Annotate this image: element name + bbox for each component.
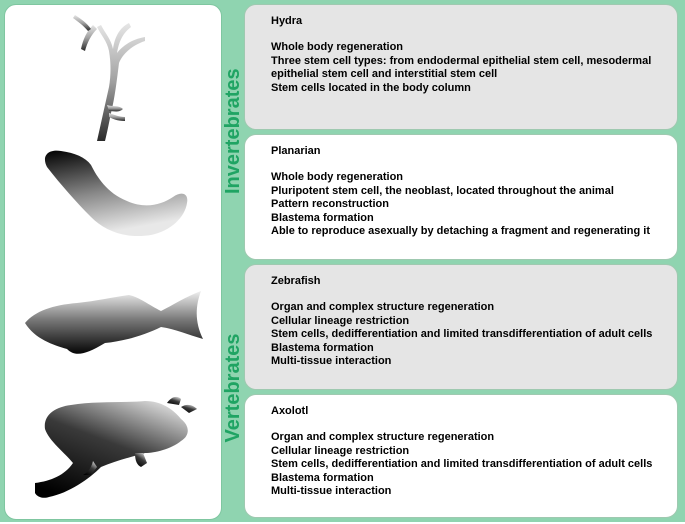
list-item: Organ and complex structure regeneration (271, 431, 495, 444)
list-item: Stem cells, dedifferentiation and limited transdifferentiation of adult cells (271, 458, 653, 471)
list-item: Able to reproduce asexually by detaching a fragment and regenerating it (271, 225, 650, 238)
planarian-card (244, 134, 678, 260)
list-item: Whole body regeneration (271, 171, 404, 184)
list-item: Organ and complex structure regeneration (271, 301, 495, 314)
vertebrates-label: Vertebrates (222, 333, 244, 443)
planarian-traits (271, 171, 663, 238)
list-item: Blastema formation (271, 211, 374, 224)
hydra-title: Hydra (271, 15, 303, 27)
planarian-icon (45, 151, 187, 236)
list-item: Blastema formation (271, 341, 374, 354)
zebrafish-title: Zebrafish (271, 275, 321, 287)
zebrafish-card (244, 264, 678, 390)
list-item: Three stem cell types: from endodermal epithelial stem cell, mesodermal epithelial stem cell and interstitial stem cell (271, 54, 652, 81)
silhouettes (5, 5, 221, 519)
animal-silhouette-panel (4, 4, 222, 520)
list-item: Pluripotent stem cell, the neoblast, located throughout the animal (271, 184, 614, 197)
axolotl-icon (35, 397, 197, 498)
hydra-traits (271, 41, 663, 95)
list-item: Blastema formation (271, 471, 374, 484)
zebrafish-traits (271, 301, 663, 368)
zebrafish-icon (25, 291, 203, 354)
list-item: Multi-tissue interaction (271, 355, 392, 368)
axolotl-title: Axolotl (271, 405, 309, 417)
axolotl-card (244, 394, 678, 518)
list-item: Stem cells located in the body column (271, 81, 471, 94)
list-item: Pattern reconstruction (271, 198, 389, 211)
list-item: Whole body regeneration (271, 41, 404, 54)
list-item: Multi-tissue interaction (271, 485, 392, 498)
invertebrates-label: Invertebrates (222, 68, 244, 194)
list-item: Cellular lineage restriction (271, 444, 410, 457)
planarian-title: Planarian (271, 145, 321, 157)
hydra-icon (73, 15, 145, 141)
axolotl-traits (271, 431, 663, 498)
list-item: Stem cells, dedifferentiation and limited transdifferentiation of adult cells (271, 328, 653, 341)
hydra-card (244, 4, 678, 130)
list-item: Cellular lineage restriction (271, 314, 410, 327)
